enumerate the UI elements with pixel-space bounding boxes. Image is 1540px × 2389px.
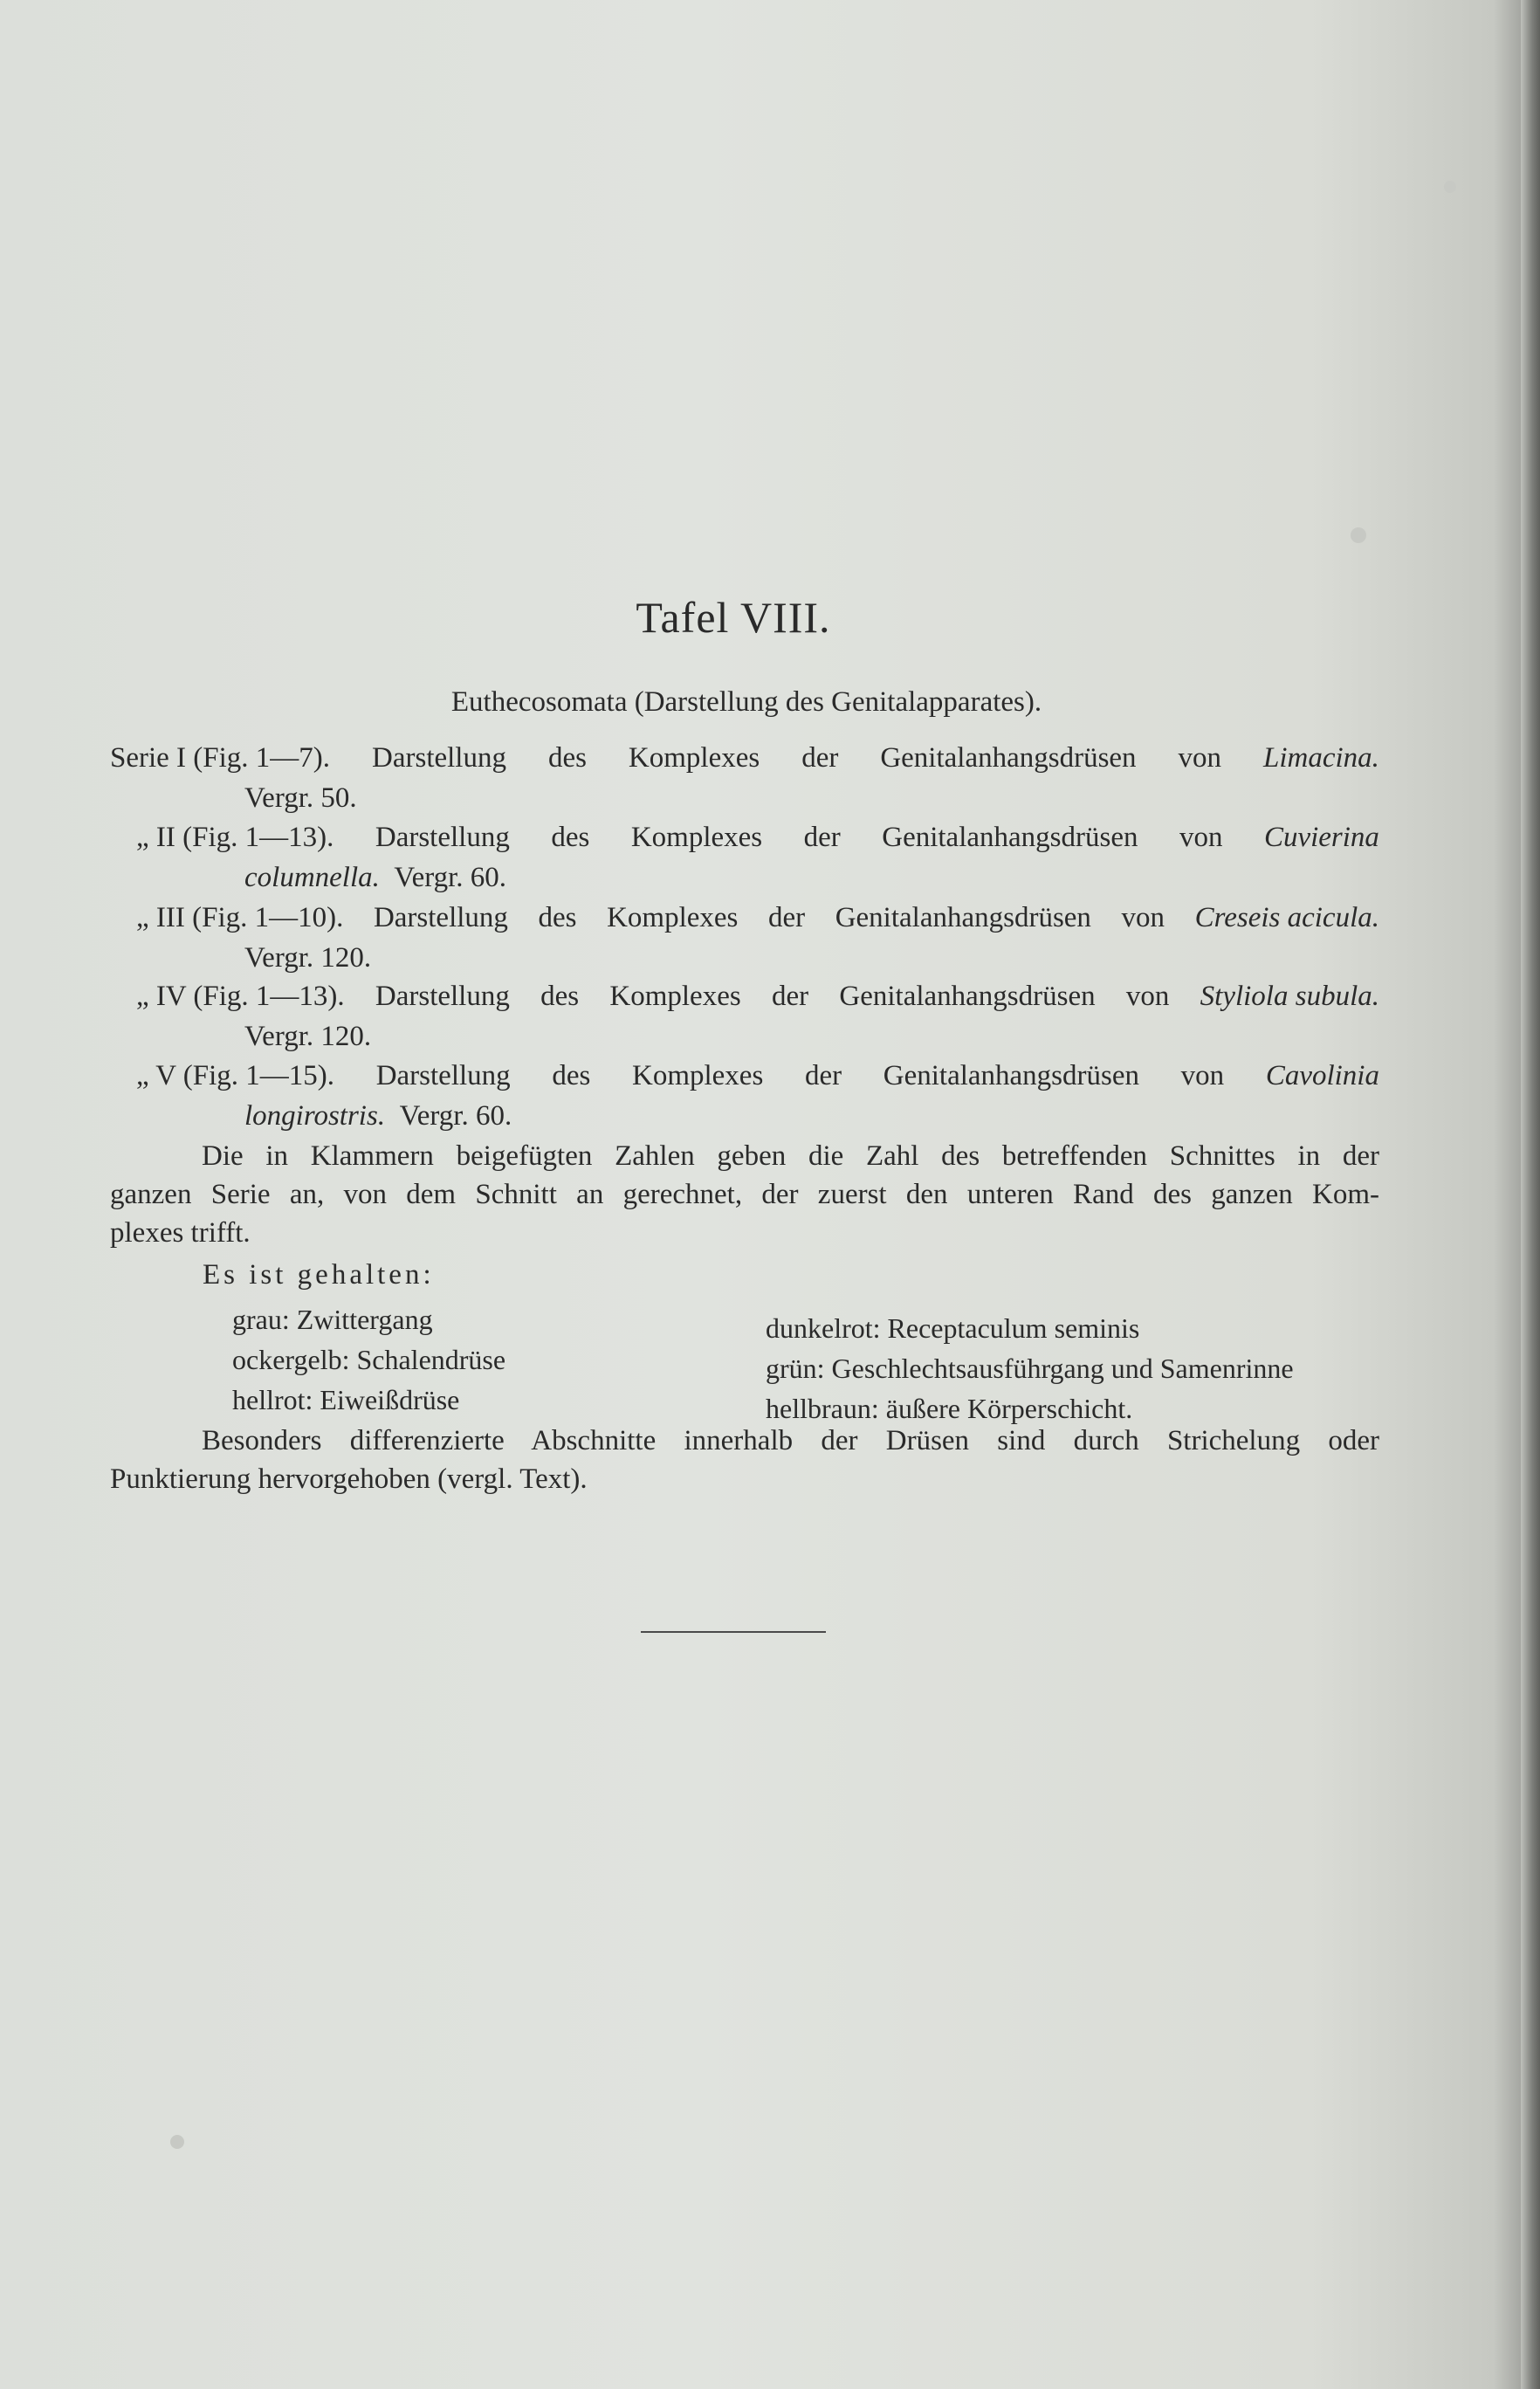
species-name: Creseis acicula. (1194, 902, 1379, 933)
note-line-text: plexes trifft. (110, 1217, 251, 1249)
word: der (801, 742, 839, 774)
word: von (1121, 902, 1165, 933)
word: Komplexes (607, 902, 739, 933)
paper-speck (1351, 527, 1366, 543)
closing-line (110, 1460, 1379, 1498)
word: Darstellung (372, 742, 506, 774)
magnification: Vergr. 60. (399, 1100, 512, 1132)
word: Darstellung (375, 1060, 511, 1091)
word: Genitalanhangsdrüsen (880, 742, 1137, 774)
series-entry-2 (110, 817, 1379, 898)
key-item: grau: Zwittergang (232, 1304, 433, 1335)
plate-title: Tafel VIII. (636, 593, 831, 642)
note-line (110, 1137, 1379, 1175)
word: des (547, 742, 587, 774)
species-name-cont: longirostris. (244, 1100, 386, 1132)
key-left-column (232, 1299, 505, 1420)
key-item: ockergelb: Schalendrüse (232, 1344, 506, 1375)
magnification: Vergr. 120. (244, 942, 372, 974)
series-lead: „ IV (Fig. 1—13). (136, 981, 345, 1012)
note-line-text: Die in Klammern beigefügten Zahlen geben die Zahl des betreffenden Schnittes in der (202, 1140, 1379, 1172)
word: Genitalanhangsdrüsen (883, 1060, 1139, 1091)
series-entry-4 (110, 976, 1379, 1057)
word: Darstellung (375, 981, 510, 1012)
word: des (538, 902, 577, 933)
note-line (110, 1214, 1379, 1252)
word: von (1180, 1060, 1225, 1091)
note-paragraph (110, 1137, 1379, 1252)
series-lead: „ II (Fig. 1—13). (136, 822, 334, 853)
species-name: Cavolinia (1265, 1060, 1379, 1091)
word: der (803, 822, 841, 853)
species-name: Limacina. (1263, 742, 1379, 774)
key-item: hellrot: Eiweißdrüse (232, 1384, 460, 1415)
word: der (804, 1060, 842, 1091)
word: von (1125, 981, 1170, 1012)
series-entry-5 (110, 1056, 1379, 1136)
word: Komplexes (628, 742, 760, 774)
word: des (540, 981, 580, 1012)
key-item: dunkelrot: Receptaculum seminis (766, 1312, 1140, 1344)
closing-line-text: Besonders differenzierte Abschnitte innerhalb der Drüsen sind durch Strichelung oder (202, 1425, 1379, 1456)
series-lead: „ V (Fig. 1—15). (136, 1060, 335, 1091)
page-edge-shadow (1521, 0, 1540, 2389)
word: Darstellung (373, 902, 508, 933)
end-rule (641, 1631, 826, 1633)
paper-speck (170, 2135, 184, 2149)
word: des (551, 822, 590, 853)
closing-line-text: Punktierung hervorgehoben (vergl. Text). (110, 1463, 588, 1495)
word: von (1178, 742, 1222, 774)
series-entry-3 (110, 898, 1379, 978)
closing-line (110, 1422, 1379, 1460)
word: des (552, 1060, 591, 1091)
key-item: hellbraun: äußere Körperschicht. (766, 1393, 1133, 1424)
species-name: Styliola subula. (1200, 981, 1379, 1012)
magnification: Vergr. 50. (244, 782, 357, 814)
note-line-text: ganzen Serie an, von dem Schnitt an gerechnet, der zuerst den unteren Rand des ganzen Kom- (110, 1179, 1379, 1210)
plate-subtitle: Euthecosomata (Darstellung des Genitalapparates). (450, 686, 1042, 718)
closing-paragraph (110, 1422, 1379, 1498)
magnification: Vergr. 60. (394, 862, 507, 893)
word: Genitalanhangsdrüsen (835, 902, 1091, 933)
paper-speck (1444, 181, 1456, 193)
key-right-column (766, 1308, 1294, 1429)
key-heading: Es ist gehalten: (203, 1259, 435, 1291)
magnification: Vergr. 120. (244, 1021, 372, 1052)
word: Komplexes (631, 1060, 764, 1091)
word: Genitalanhangsdrüsen (882, 822, 1138, 853)
species-name-cont: columnella. (244, 862, 380, 893)
series-lead: Serie I (Fig. 1—7). (110, 742, 331, 774)
word: Komplexes (630, 822, 763, 853)
word: von (1179, 822, 1223, 853)
note-line (110, 1175, 1379, 1214)
series-lead: „ III (Fig. 1—10). (136, 902, 344, 933)
word: der (767, 902, 806, 933)
series-entry-1 (110, 738, 1379, 818)
word: Darstellung (375, 822, 510, 853)
word: der (771, 981, 809, 1012)
key-item: grün: Geschlechtsausführgang und Samenrinne (766, 1353, 1294, 1384)
word: Komplexes (609, 981, 741, 1012)
word: Genitalanhangsdrüsen (839, 981, 1096, 1012)
species-name: Cuvierina (1263, 822, 1379, 853)
